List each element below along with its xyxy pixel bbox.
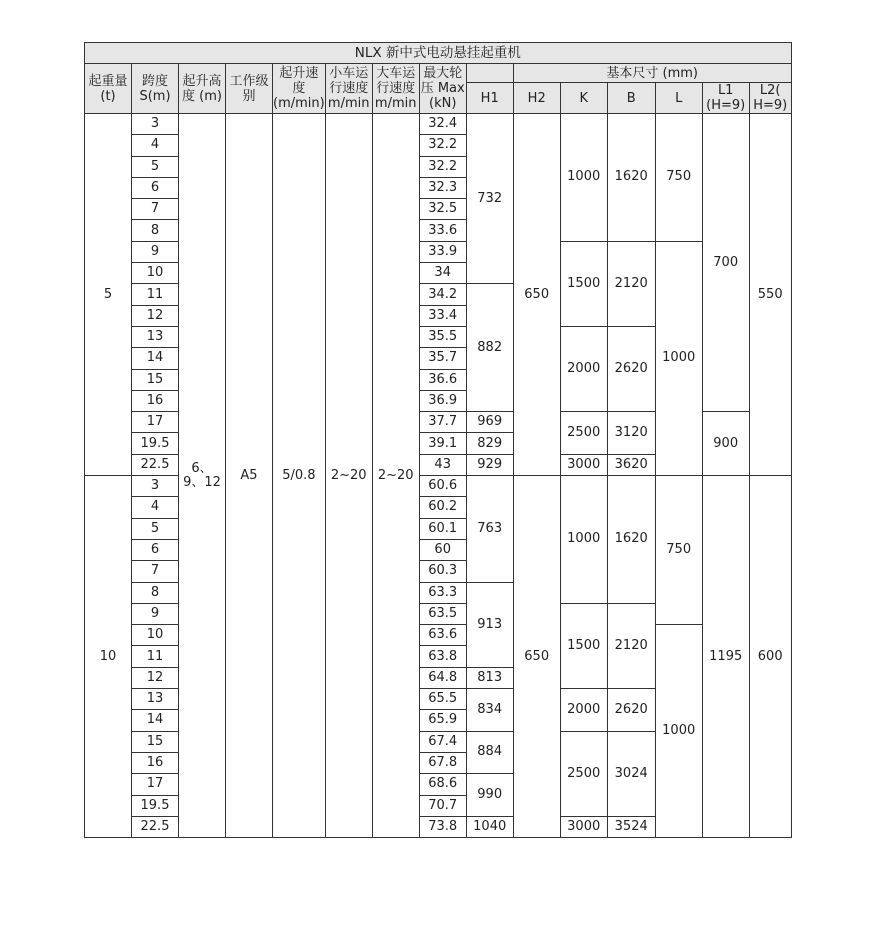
b-cell: 3620 [607, 454, 655, 475]
span-cell: 7 [132, 199, 179, 220]
span-cell: 10 [132, 625, 179, 646]
span-cell: 15 [132, 369, 179, 390]
wheel-load-cell: 37.7 [419, 412, 466, 433]
span-cell: 13 [132, 689, 179, 710]
wheel-load-cell: 65.5 [419, 689, 466, 710]
wheel-load-cell: 60 [419, 539, 466, 560]
capacity-cell: 5 [85, 114, 132, 476]
wheel-load-cell: 34 [419, 263, 466, 284]
wheel-load-cell: 34.2 [419, 284, 466, 305]
l2-cell: 550 [749, 114, 791, 476]
table-title: NLX 新中式电动悬挂起重机 [85, 43, 792, 64]
header-blank-cell [466, 64, 513, 83]
wheel-load-cell: 68.6 [419, 774, 466, 795]
wheel-load-cell: 63.8 [419, 646, 466, 667]
h1-cell: 882 [466, 284, 513, 412]
wheel-load-cell: 36.6 [419, 369, 466, 390]
h1-cell: 884 [466, 731, 513, 774]
wheel-load-cell: 33.9 [419, 241, 466, 262]
crane-spec-table [84, 42, 792, 838]
header-wheel-load: 最大轮压 Max (kN) [419, 64, 466, 114]
wheel-load-cell: 63.3 [419, 582, 466, 603]
l-cell: 1000 [655, 241, 702, 475]
wheel-load-cell: 60.6 [419, 476, 466, 497]
header-b: B [607, 83, 655, 114]
wheel-load-cell: 32.4 [419, 114, 466, 135]
k-cell: 2000 [560, 326, 607, 411]
header-capacity: 起重量(t) [85, 64, 132, 114]
b-cell: 3120 [607, 412, 655, 455]
b-cell: 1620 [607, 114, 655, 242]
h1-cell: 929 [466, 454, 513, 475]
span-cell: 8 [132, 582, 179, 603]
l1-cell: 1195 [702, 476, 749, 838]
h1-cell: 834 [466, 689, 513, 732]
header-span: 跨度 S(m) [132, 64, 179, 114]
k-cell: 1000 [560, 114, 607, 242]
k-cell: 1000 [560, 476, 607, 604]
h1-cell: 969 [466, 412, 513, 433]
hoist-speed-cell: 5/0.8 [273, 114, 326, 838]
trolley-speed-cell: 2~20 [325, 114, 372, 838]
wheel-load-cell: 33.6 [419, 220, 466, 241]
k-cell: 2000 [560, 689, 607, 732]
wheel-load-cell: 67.4 [419, 731, 466, 752]
span-cell: 19.5 [132, 433, 179, 454]
span-cell: 5 [132, 156, 179, 177]
header-trolley-speed: 小车运行速度 m/min [325, 64, 372, 114]
header-duty-class: 工作级别 [226, 64, 273, 114]
span-cell: 12 [132, 305, 179, 326]
wheel-load-cell: 67.8 [419, 752, 466, 773]
span-cell: 14 [132, 348, 179, 369]
header-crane-speed: 大车运行速度 m/min [372, 64, 419, 114]
header-dimensions-group: 基本尺寸 (mm) [513, 64, 791, 83]
lift-height-cell: 6、9、12 [179, 114, 226, 838]
k-cell: 2500 [560, 731, 607, 816]
wheel-load-cell: 35.5 [419, 326, 466, 347]
wheel-load-cell: 35.7 [419, 348, 466, 369]
span-cell: 13 [132, 326, 179, 347]
wheel-load-cell: 63.6 [419, 625, 466, 646]
h2-cell: 650 [513, 476, 560, 838]
span-cell: 16 [132, 752, 179, 773]
header-l1: L1 (H=9) [702, 83, 749, 114]
wheel-load-cell: 33.4 [419, 305, 466, 326]
wheel-load-cell: 64.8 [419, 667, 466, 688]
span-cell: 4 [132, 135, 179, 156]
h1-cell: 1040 [466, 816, 513, 837]
span-cell: 14 [132, 710, 179, 731]
span-cell: 22.5 [132, 454, 179, 475]
header-l2: L2( H=9) [749, 83, 791, 114]
h1-cell: 913 [466, 582, 513, 667]
crane-speed-cell: 2~20 [372, 114, 419, 838]
span-cell: 10 [132, 263, 179, 284]
header-lift-height: 起升高度 (m) [179, 64, 226, 114]
b-cell: 3024 [607, 731, 655, 816]
wheel-load-cell: 65.9 [419, 710, 466, 731]
h1-cell: 990 [466, 774, 513, 817]
wheel-load-cell: 43 [419, 454, 466, 475]
b-cell: 2120 [607, 603, 655, 688]
l-cell: 750 [655, 114, 702, 242]
span-cell: 3 [132, 114, 179, 135]
span-cell: 15 [132, 731, 179, 752]
wheel-load-cell: 32.5 [419, 199, 466, 220]
span-cell: 9 [132, 241, 179, 262]
wheel-load-cell: 39.1 [419, 433, 466, 454]
table-row [85, 114, 792, 135]
capacity-cell: 10 [85, 476, 132, 838]
wheel-load-cell: 63.5 [419, 603, 466, 624]
span-cell: 11 [132, 284, 179, 305]
span-cell: 4 [132, 497, 179, 518]
span-cell: 3 [132, 476, 179, 497]
h1-cell: 763 [466, 476, 513, 582]
k-cell: 1500 [560, 241, 607, 326]
span-cell: 22.5 [132, 816, 179, 837]
header-h1: H1 [466, 83, 513, 114]
b-cell: 2620 [607, 689, 655, 732]
l-cell: 1000 [655, 625, 702, 838]
wheel-load-cell: 32.2 [419, 135, 466, 156]
k-cell: 2500 [560, 412, 607, 455]
h1-cell: 732 [466, 114, 513, 284]
span-cell: 6 [132, 177, 179, 198]
b-cell: 2620 [607, 326, 655, 411]
header-k: K [560, 83, 607, 114]
k-cell: 1500 [560, 603, 607, 688]
h1-cell: 813 [466, 667, 513, 688]
span-cell: 11 [132, 646, 179, 667]
k-cell: 3000 [560, 816, 607, 837]
wheel-load-cell: 36.9 [419, 390, 466, 411]
span-cell: 16 [132, 390, 179, 411]
span-cell: 9 [132, 603, 179, 624]
wheel-load-cell: 60.2 [419, 497, 466, 518]
wheel-load-cell: 70.7 [419, 795, 466, 816]
l2-cell: 600 [749, 476, 791, 838]
wheel-load-cell: 60.1 [419, 518, 466, 539]
header-h2: H2 [513, 83, 560, 114]
duty-class-cell: A5 [226, 114, 273, 838]
b-cell: 3524 [607, 816, 655, 837]
l1-cell: 900 [702, 412, 749, 476]
span-cell: 12 [132, 667, 179, 688]
span-cell: 6 [132, 539, 179, 560]
span-cell: 17 [132, 774, 179, 795]
h2-cell: 650 [513, 114, 560, 476]
h1-cell: 829 [466, 433, 513, 454]
span-cell: 7 [132, 561, 179, 582]
k-cell: 3000 [560, 454, 607, 475]
b-cell: 1620 [607, 476, 655, 604]
wheel-load-cell: 73.8 [419, 816, 466, 837]
wheel-load-cell: 32.2 [419, 156, 466, 177]
wheel-load-cell: 32.3 [419, 177, 466, 198]
header-hoist-speed: 起升速度 (m/min) [273, 64, 326, 114]
span-cell: 5 [132, 518, 179, 539]
l1-cell: 700 [702, 114, 749, 412]
header-l: L [655, 83, 702, 114]
b-cell: 2120 [607, 241, 655, 326]
span-cell: 17 [132, 412, 179, 433]
span-cell: 19.5 [132, 795, 179, 816]
span-cell: 8 [132, 220, 179, 241]
wheel-load-cell: 60.3 [419, 561, 466, 582]
l-cell: 750 [655, 476, 702, 625]
